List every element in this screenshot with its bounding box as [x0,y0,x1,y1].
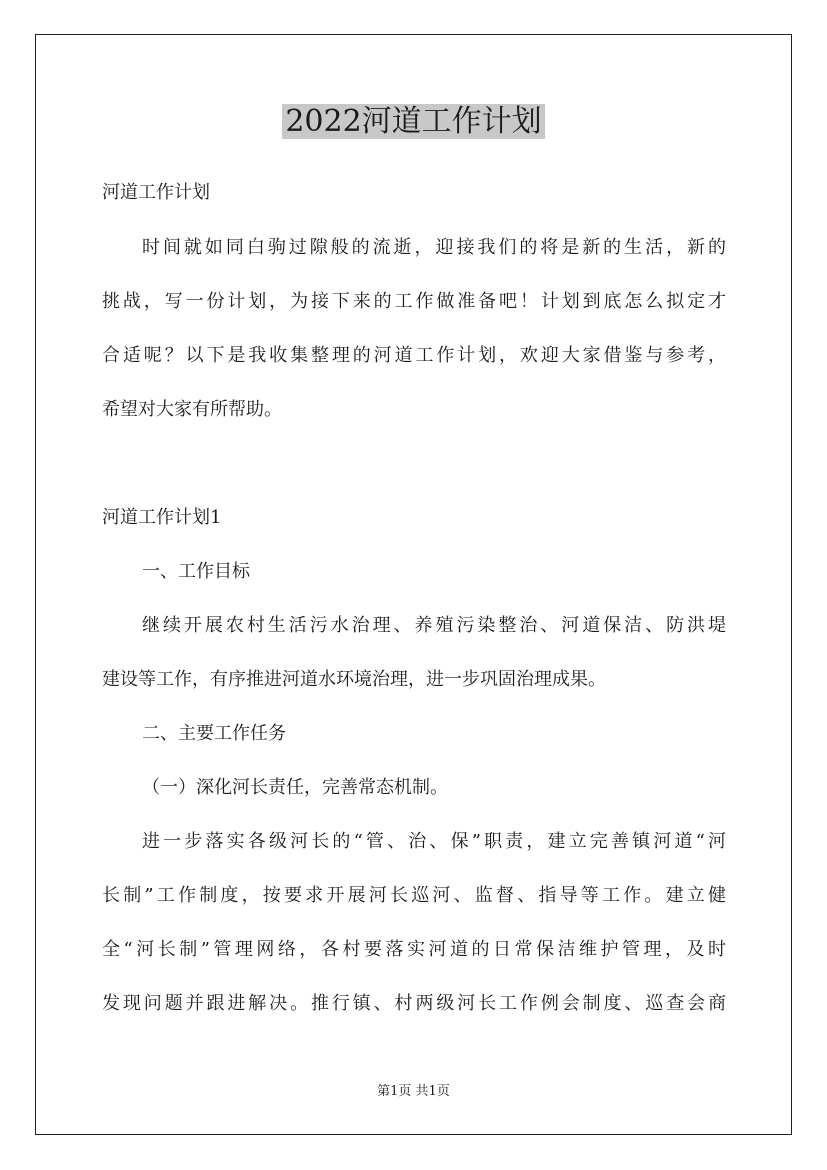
paragraph-line: 建设等工作，有序推进河道水环境治理，进一步巩固治理成果。 [102,669,606,690]
section-heading: 河道工作计划1 [102,507,222,528]
paragraph-line: 合适呢？以下是我收集整理的河道工作计划，欢迎大家借鉴与参考， [102,345,726,366]
paragraph-line: 挑战，写一份计划，为接下来的工作做准备吧！计划到底怎么拟定才 [102,291,726,312]
paragraph-line: 时间就如同白驹过隙般的流逝，迎接我们的将是新的生活，新的 [142,237,726,258]
subsection-heading: 二、主要工作任务 [142,723,286,744]
document-title [0,98,827,146]
paragraph-line: 长制”工作制度，按要求开展河长巡河、监督、指导等工作。建立健 [102,885,726,906]
paragraph-line: 继续开展农村生活污水治理、养殖污染整治、河道保洁、防洪堤 [142,615,726,636]
paragraph-line: 全“河长制”管理网络，各村要落实河道的日常保洁维护管理，及时 [102,939,726,960]
subsection-heading: 一、工作目标 [142,561,250,582]
paragraph-line: 进一步落实各级河长的“管、治、保”职责，建立完善镇河道“河 [142,831,726,852]
paragraph-line: 发现问题并跟进解决。推行镇、村两级河长工作例会制度、巡查会商 [102,993,726,1014]
section-heading: 河道工作计划 [102,182,210,203]
subsection-heading: （一）深化河长责任，完善常态机制。 [142,777,448,798]
document-title-text: 2022河道工作计划 [282,104,544,139]
page-number-footer: 第1页 共1页 [377,1084,450,1099]
paragraph-line: 希望对大家有所帮助。 [102,399,282,420]
